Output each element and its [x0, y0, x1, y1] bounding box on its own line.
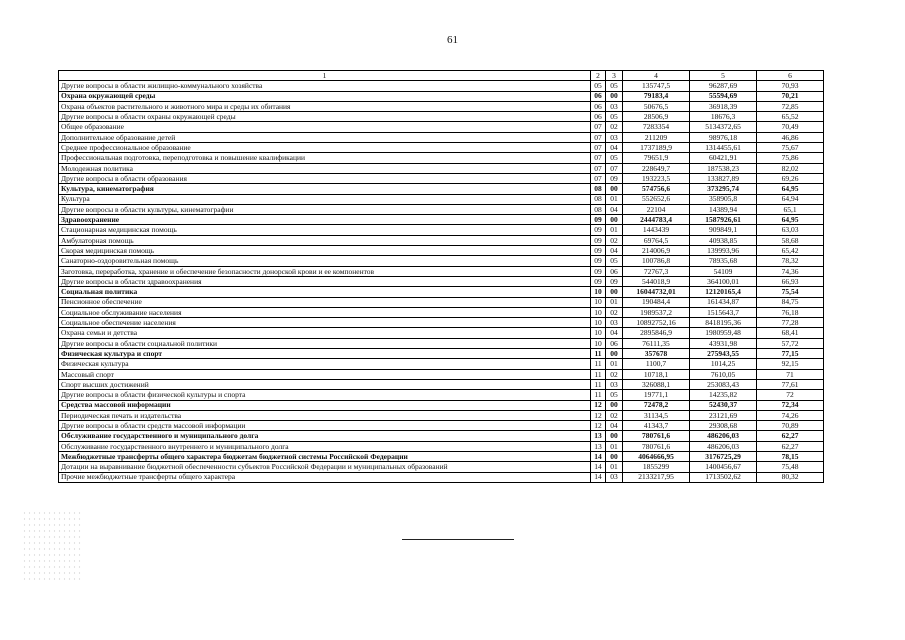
row-name: Среднее профессиональное образование [59, 143, 591, 153]
row-subsection-code: 00 [606, 287, 623, 297]
row-name: Скорая медицинская помощь [59, 246, 591, 256]
row-executed-value: 161434,87 [690, 297, 757, 307]
row-plan-value: 50676,5 [623, 101, 690, 111]
row-subsection-code: 04 [606, 421, 623, 431]
row-section-code: 06 [591, 101, 606, 111]
row-section-code: 12 [591, 421, 606, 431]
row-name: Здравоохранение [59, 215, 591, 225]
row-name: Другие вопросы в области физической культуры и спорта [59, 390, 591, 400]
row-name: Стационарная медицинская помощь [59, 225, 591, 235]
row-plan-value: 357678 [623, 349, 690, 359]
column-header-plan: 4 [623, 71, 690, 81]
row-executed-value: 98976,18 [690, 132, 757, 142]
row-executed-value: 14389,94 [690, 204, 757, 214]
row-section-code: 05 [591, 81, 606, 91]
row-percent: 64,95 [757, 184, 824, 194]
row-section-code: 11 [591, 379, 606, 389]
table-row [59, 153, 824, 163]
row-plan-value: 326088,1 [623, 379, 690, 389]
row-percent: 68,41 [757, 328, 824, 338]
row-plan-value: 1989537,2 [623, 307, 690, 317]
row-plan-value: 10718,1 [623, 369, 690, 379]
row-plan-value: 211209 [623, 132, 690, 142]
row-name: Другие вопросы в области жилищно-коммунального хозяйства [59, 81, 591, 91]
table-row [59, 276, 824, 286]
row-subsection-code: 05 [606, 112, 623, 122]
row-subsection-code: 00 [606, 451, 623, 461]
row-section-code: 11 [591, 359, 606, 369]
row-executed-value: 40938,85 [690, 235, 757, 245]
row-subsection-code: 05 [606, 153, 623, 163]
row-plan-value: 135747,5 [623, 81, 690, 91]
row-section-code: 09 [591, 215, 606, 225]
row-executed-value: 1314455,61 [690, 143, 757, 153]
row-subsection-code: 01 [606, 194, 623, 204]
row-percent: 75,86 [757, 153, 824, 163]
row-name: Социальное обеспечение населения [59, 318, 591, 328]
row-executed-value: 55594,69 [690, 91, 757, 101]
row-executed-value: 7610,05 [690, 369, 757, 379]
row-plan-value: 574756,6 [623, 184, 690, 194]
row-name: Периодическая печать и издательства [59, 410, 591, 420]
row-subsection-code: 02 [606, 410, 623, 420]
row-subsection-code: 03 [606, 101, 623, 111]
row-plan-value: 19771,1 [623, 390, 690, 400]
row-section-code: 13 [591, 431, 606, 441]
table-row [59, 359, 824, 369]
table-row [59, 132, 824, 142]
row-section-code: 10 [591, 287, 606, 297]
row-plan-value: 79651,9 [623, 153, 690, 163]
row-plan-value: 2895846,9 [623, 328, 690, 338]
row-plan-value: 16044732,01 [623, 287, 690, 297]
row-executed-value: 1014,25 [690, 359, 757, 369]
row-executed-value: 364100,01 [690, 276, 757, 286]
row-percent: 65,52 [757, 112, 824, 122]
row-subsection-code: 09 [606, 276, 623, 286]
row-plan-value: 228649,7 [623, 163, 690, 173]
row-executed-value: 1980959,48 [690, 328, 757, 338]
row-section-code: 07 [591, 122, 606, 132]
row-name: Обслуживание государственного и муниципального долга [59, 431, 591, 441]
row-subsection-code: 05 [606, 256, 623, 266]
row-section-code: 07 [591, 143, 606, 153]
row-section-code: 08 [591, 204, 606, 214]
row-name: Охрана семьи и детства [59, 328, 591, 338]
row-percent: 72 [757, 390, 824, 400]
row-subsection-code: 04 [606, 143, 623, 153]
row-name: Охрана окружающей среды [59, 91, 591, 101]
row-section-code: 10 [591, 338, 606, 348]
row-subsection-code: 02 [606, 369, 623, 379]
row-plan-value: 780761,6 [623, 441, 690, 451]
page-number: 61 [447, 34, 458, 46]
row-name: Социальное обслуживание населения [59, 307, 591, 317]
row-executed-value: 12120165,4 [690, 287, 757, 297]
row-percent: 92,15 [757, 359, 824, 369]
budget-table [58, 70, 824, 483]
row-executed-value: 18676,3 [690, 112, 757, 122]
row-subsection-code: 06 [606, 266, 623, 276]
row-name: Физическая культура и спорт [59, 349, 591, 359]
column-header-executed: 5 [690, 71, 757, 81]
row-plan-value: 544018,9 [623, 276, 690, 286]
row-plan-value: 552652,6 [623, 194, 690, 204]
row-name: Другие вопросы в области культуры, кинематографии [59, 204, 591, 214]
table-row [59, 431, 824, 441]
row-executed-value: 1400456,67 [690, 462, 757, 472]
row-name: Амбулаторная помощь [59, 235, 591, 245]
row-executed-value: 1515643,7 [690, 307, 757, 317]
row-percent: 71 [757, 369, 824, 379]
row-section-code: 13 [591, 441, 606, 451]
row-percent: 80,32 [757, 472, 824, 482]
row-percent: 70,21 [757, 91, 824, 101]
row-percent: 74,36 [757, 266, 824, 276]
row-subsection-code: 01 [606, 297, 623, 307]
row-plan-value: 1100,7 [623, 359, 690, 369]
table-row [59, 390, 824, 400]
row-plan-value: 79183,4 [623, 91, 690, 101]
row-plan-value: 72767,3 [623, 266, 690, 276]
row-section-code: 11 [591, 369, 606, 379]
footer-rule [402, 539, 514, 540]
table-row [59, 318, 824, 328]
row-plan-value: 31134,5 [623, 410, 690, 420]
table-row [59, 163, 824, 173]
row-plan-value: 1737189,9 [623, 143, 690, 153]
row-subsection-code: 02 [606, 235, 623, 245]
row-executed-value: 36918,39 [690, 101, 757, 111]
table-row [59, 256, 824, 266]
row-percent: 57,72 [757, 338, 824, 348]
row-section-code: 09 [591, 256, 606, 266]
row-section-code: 09 [591, 235, 606, 245]
scan-noise [22, 510, 82, 580]
row-subsection-code: 06 [606, 338, 623, 348]
row-plan-value: 2444783,4 [623, 215, 690, 225]
row-subsection-code: 02 [606, 122, 623, 132]
row-plan-value: 190484,4 [623, 297, 690, 307]
row-section-code: 10 [591, 318, 606, 328]
row-percent: 75,48 [757, 462, 824, 472]
row-executed-value: 23121,69 [690, 410, 757, 420]
row-name: Охрана объектов растительного и животного мира и среды их обитания [59, 101, 591, 111]
row-name: Общее образование [59, 122, 591, 132]
row-section-code: 14 [591, 451, 606, 461]
row-subsection-code: 00 [606, 91, 623, 101]
row-percent: 66,93 [757, 276, 824, 286]
row-subsection-code: 03 [606, 318, 623, 328]
row-name: Другие вопросы в области социальной политики [59, 338, 591, 348]
row-percent: 65,1 [757, 204, 824, 214]
row-subsection-code: 04 [606, 246, 623, 256]
row-section-code: 14 [591, 472, 606, 482]
row-plan-value: 100786,8 [623, 256, 690, 266]
row-executed-value: 187538,23 [690, 163, 757, 173]
table-row [59, 143, 824, 153]
row-executed-value: 5134372,65 [690, 122, 757, 132]
row-name: Прочие межбюджетные трансферты общего характера [59, 472, 591, 482]
row-executed-value: 133827,89 [690, 173, 757, 183]
table-row [59, 112, 824, 122]
row-percent: 63,03 [757, 225, 824, 235]
table-row [59, 400, 824, 410]
row-subsection-code: 02 [606, 307, 623, 317]
row-name: Другие вопросы в области средств массовой информации [59, 421, 591, 431]
row-section-code: 08 [591, 184, 606, 194]
row-name: Социальная политика [59, 287, 591, 297]
row-subsection-code: 01 [606, 462, 623, 472]
row-plan-value: 69764,5 [623, 235, 690, 245]
table-row [59, 441, 824, 451]
row-section-code: 11 [591, 390, 606, 400]
row-percent: 64,95 [757, 215, 824, 225]
row-executed-value: 358905,8 [690, 194, 757, 204]
row-name: Межбюджетные трансферты общего характера бюджетам бюджетной системы Российской Федерации [59, 451, 591, 461]
table-row [59, 81, 824, 91]
row-subsection-code: 01 [606, 359, 623, 369]
row-executed-value: 1587926,61 [690, 215, 757, 225]
row-percent: 69,26 [757, 173, 824, 183]
row-subsection-code: 00 [606, 349, 623, 359]
row-section-code: 12 [591, 400, 606, 410]
row-name: Другие вопросы в области образования [59, 173, 591, 183]
column-header-subsection: 3 [606, 71, 623, 81]
row-executed-value: 486206,03 [690, 431, 757, 441]
column-header-section: 2 [591, 71, 606, 81]
table-row [59, 328, 824, 338]
column-header-percent: 6 [757, 71, 824, 81]
row-percent: 75,54 [757, 287, 824, 297]
row-executed-value: 96287,69 [690, 81, 757, 91]
row-percent: 62,27 [757, 431, 824, 441]
row-section-code: 09 [591, 266, 606, 276]
row-name: Физическая культура [59, 359, 591, 369]
row-percent: 82,02 [757, 163, 824, 173]
row-percent: 76,18 [757, 307, 824, 317]
row-executed-value: 8418195,36 [690, 318, 757, 328]
row-subsection-code: 03 [606, 379, 623, 389]
row-plan-value: 28506,9 [623, 112, 690, 122]
row-subsection-code: 05 [606, 81, 623, 91]
row-executed-value: 139993,96 [690, 246, 757, 256]
row-percent: 64,94 [757, 194, 824, 204]
row-plan-value: 214006,9 [623, 246, 690, 256]
column-number-row [59, 71, 824, 81]
row-name: Массовый спорт [59, 369, 591, 379]
row-section-code: 10 [591, 328, 606, 338]
row-name: Спорт высших достижений [59, 379, 591, 389]
table-row [59, 462, 824, 472]
row-executed-value: 253083,43 [690, 379, 757, 389]
row-name: Культура [59, 194, 591, 204]
row-subsection-code: 01 [606, 225, 623, 235]
row-section-code: 11 [591, 349, 606, 359]
table-row [59, 122, 824, 132]
table-row [59, 349, 824, 359]
row-percent: 70,89 [757, 421, 824, 431]
row-section-code: 09 [591, 276, 606, 286]
row-executed-value: 54109 [690, 266, 757, 276]
table-row [59, 215, 824, 225]
row-executed-value: 373295,74 [690, 184, 757, 194]
table-row [59, 266, 824, 276]
row-section-code: 08 [591, 194, 606, 204]
table-row [59, 246, 824, 256]
table-row [59, 338, 824, 348]
column-header-name: 1 [59, 71, 591, 81]
row-percent: 72,34 [757, 400, 824, 410]
row-percent: 77,61 [757, 379, 824, 389]
table-row [59, 173, 824, 183]
row-executed-value: 14235,82 [690, 390, 757, 400]
row-name: Дополнительное образование детей [59, 132, 591, 142]
row-section-code: 07 [591, 173, 606, 183]
row-name: Дотации на выравнивание бюджетной обеспеченности субъектов Российской Федерации и муниципальных образований [59, 462, 591, 472]
table-row [59, 410, 824, 420]
row-section-code: 07 [591, 132, 606, 142]
row-plan-value: 193223,5 [623, 173, 690, 183]
budget-table-body [59, 71, 824, 483]
row-executed-value: 29308,68 [690, 421, 757, 431]
row-percent: 84,75 [757, 297, 824, 307]
row-subsection-code: 00 [606, 400, 623, 410]
row-executed-value: 43931,98 [690, 338, 757, 348]
row-percent: 70,93 [757, 81, 824, 91]
row-executed-value: 52430,37 [690, 400, 757, 410]
row-percent: 75,67 [757, 143, 824, 153]
row-plan-value: 22104 [623, 204, 690, 214]
table-row [59, 451, 824, 461]
table-row [59, 297, 824, 307]
row-subsection-code: 04 [606, 328, 623, 338]
row-name: Молодежная политика [59, 163, 591, 173]
row-name: Обслуживание государственного внутреннего и муниципального долга [59, 441, 591, 451]
row-subsection-code: 01 [606, 441, 623, 451]
row-section-code: 06 [591, 112, 606, 122]
row-subsection-code: 07 [606, 163, 623, 173]
row-executed-value: 3176725,29 [690, 451, 757, 461]
table-row [59, 287, 824, 297]
row-name: Другие вопросы в области охраны окружающей среды [59, 112, 591, 122]
row-section-code: 06 [591, 91, 606, 101]
row-percent: 70,49 [757, 122, 824, 132]
row-executed-value: 78935,68 [690, 256, 757, 266]
row-percent: 46,86 [757, 132, 824, 142]
row-percent: 78,32 [757, 256, 824, 266]
row-section-code: 10 [591, 297, 606, 307]
row-plan-value: 1443439 [623, 225, 690, 235]
row-subsection-code: 00 [606, 431, 623, 441]
table-row [59, 379, 824, 389]
row-percent: 77,15 [757, 349, 824, 359]
row-subsection-code: 00 [606, 184, 623, 194]
row-section-code: 09 [591, 246, 606, 256]
table-row [59, 225, 824, 235]
row-subsection-code: 00 [606, 215, 623, 225]
table-row [59, 91, 824, 101]
row-plan-value: 1855299 [623, 462, 690, 472]
table-row [59, 307, 824, 317]
row-subsection-code: 05 [606, 390, 623, 400]
row-percent: 77,28 [757, 318, 824, 328]
row-name: Другие вопросы в области здравоохранения [59, 276, 591, 286]
row-plan-value: 72478,2 [623, 400, 690, 410]
table-row [59, 204, 824, 214]
row-plan-value: 4064666,95 [623, 451, 690, 461]
table-row [59, 101, 824, 111]
row-executed-value: 275943,55 [690, 349, 757, 359]
row-name: Культура, кинематография [59, 184, 591, 194]
row-executed-value: 1713502,62 [690, 472, 757, 482]
row-plan-value: 41343,7 [623, 421, 690, 431]
row-percent: 58,68 [757, 235, 824, 245]
row-plan-value: 76111,35 [623, 338, 690, 348]
row-percent: 74,26 [757, 410, 824, 420]
row-percent: 65,42 [757, 246, 824, 256]
row-section-code: 07 [591, 153, 606, 163]
row-percent: 62,27 [757, 441, 824, 451]
table-row [59, 472, 824, 482]
table-row [59, 421, 824, 431]
row-section-code: 12 [591, 410, 606, 420]
row-name: Заготовка, переработка, хранение и обеспечение безопасности донорской крови и ее компонентов [59, 266, 591, 276]
row-executed-value: 486206,03 [690, 441, 757, 451]
row-section-code: 10 [591, 307, 606, 317]
row-subsection-code: 04 [606, 204, 623, 214]
row-plan-value: 2133217,95 [623, 472, 690, 482]
row-percent: 72,85 [757, 101, 824, 111]
table-row [59, 369, 824, 379]
row-section-code: 07 [591, 163, 606, 173]
row-executed-value: 60421,91 [690, 153, 757, 163]
row-name: Санаторно-оздоровительная помощь [59, 256, 591, 266]
row-name: Пенсионное обеспечение [59, 297, 591, 307]
row-name: Профессиональная подготовка, переподготовка и повышение квалификации [59, 153, 591, 163]
table-row [59, 184, 824, 194]
row-subsection-code: 03 [606, 132, 623, 142]
row-plan-value: 7283354 [623, 122, 690, 132]
row-executed-value: 909849,1 [690, 225, 757, 235]
table-row [59, 235, 824, 245]
row-subsection-code: 03 [606, 472, 623, 482]
row-percent: 78,15 [757, 451, 824, 461]
row-plan-value: 10892752,16 [623, 318, 690, 328]
row-section-code: 14 [591, 462, 606, 472]
row-section-code: 09 [591, 225, 606, 235]
row-name: Средства массовой информации [59, 400, 591, 410]
row-subsection-code: 09 [606, 173, 623, 183]
table-row [59, 194, 824, 204]
row-plan-value: 780761,6 [623, 431, 690, 441]
